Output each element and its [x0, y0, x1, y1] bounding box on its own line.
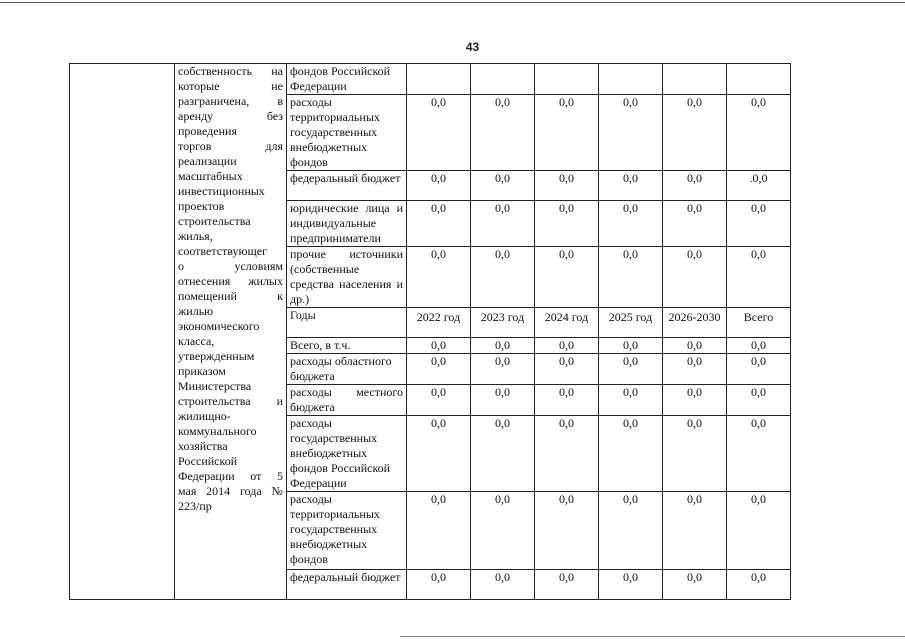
description-line: утвержденным	[178, 349, 255, 363]
value-cell: 0,0	[471, 171, 535, 201]
value-cell: 0,0	[599, 416, 663, 492]
description-cell	[175, 64, 287, 600]
description-line: масштабных	[178, 169, 243, 183]
source-cell: федеральный бюджет	[287, 570, 407, 600]
value-cell: 0,0	[535, 492, 599, 570]
value-cell: 0,0	[471, 201, 535, 247]
description-line: аренду без	[178, 109, 283, 123]
year-header-cell: 2024 год	[535, 308, 599, 338]
year-header-cell: Всего	[727, 308, 791, 338]
value-cell: 0,0	[727, 354, 791, 385]
description-line: класса,	[178, 334, 215, 348]
year-header-cell: 2026-2030	[663, 308, 727, 338]
value-cell: 0,0	[535, 416, 599, 492]
value-cell: 0,0	[727, 570, 791, 600]
description-line: разграничена, в	[178, 94, 283, 108]
description-line: Министерства	[178, 379, 252, 393]
value-cell: 0,0	[407, 201, 471, 247]
value-cell: 0,0	[535, 201, 599, 247]
value-cell: 0,0	[727, 492, 791, 570]
description-line: хозяйства	[178, 439, 228, 453]
value-cell: 0,0	[727, 95, 791, 171]
value-cell: 0,0	[663, 570, 727, 600]
value-cell: 0,0	[471, 354, 535, 385]
financing-table	[69, 63, 791, 600]
value-cell: 0,0	[407, 171, 471, 201]
value-cell: 0,0	[727, 338, 791, 354]
value-cell: 0,0	[727, 201, 791, 247]
source-cell: расходы территориальных государственных внебюджетных фондов	[287, 95, 407, 171]
description-line: коммунального	[178, 424, 257, 438]
value-cell: 0,0	[535, 338, 599, 354]
value-cell: 0,0	[663, 492, 727, 570]
year-header-cell: 2023 год	[471, 308, 535, 338]
description-line: торгов для	[178, 139, 283, 153]
table-row	[70, 64, 791, 95]
value-cell: 0,0	[407, 95, 471, 171]
value-cell: 0,0	[407, 338, 471, 354]
description-line: реализации	[178, 154, 237, 168]
value-cell: 0,0	[663, 385, 727, 416]
value-cell: 0,0	[535, 385, 599, 416]
value-cell	[663, 64, 727, 95]
value-cell: 0,0	[535, 354, 599, 385]
value-cell: 0,0	[535, 171, 599, 201]
description-line: жилью	[178, 304, 214, 318]
description-line: жилищно-	[178, 409, 231, 423]
value-cell: 0,0	[407, 570, 471, 600]
description-line: экономического	[178, 319, 260, 333]
value-cell	[727, 64, 791, 95]
value-cell: 0,0	[599, 570, 663, 600]
description-line: инвестиционных	[178, 184, 265, 198]
description-line: 223/пр	[178, 499, 212, 513]
value-cell: 0,0	[407, 492, 471, 570]
description-line: помещений к	[178, 289, 283, 303]
source-cell: федеральный бюджет	[287, 171, 407, 201]
description-line: строительства	[178, 214, 251, 228]
value-cell: 0,0	[727, 247, 791, 308]
description-line: приказом	[178, 364, 226, 378]
value-cell: 0,0	[663, 354, 727, 385]
description-line: жилья,	[178, 229, 213, 243]
value-cell: 0,0	[663, 171, 727, 201]
top-rule	[0, 2, 905, 3]
page-number: 43	[465, 40, 480, 54]
value-cell: 0,0	[407, 416, 471, 492]
value-cell: 0,0	[663, 95, 727, 171]
value-cell: 0,0	[599, 247, 663, 308]
value-cell: 0,0	[599, 385, 663, 416]
description-line: Федерации от 5	[178, 469, 283, 483]
source-cell: расходы областного бюджета	[287, 354, 407, 385]
description-line: строительства и	[178, 394, 283, 408]
value-cell: 0,0	[471, 385, 535, 416]
year-header-cell: 2022 год	[407, 308, 471, 338]
value-cell: 0,0	[599, 338, 663, 354]
value-cell: 0,0	[663, 416, 727, 492]
source-cell: фондов Российской Федерации	[287, 64, 407, 95]
value-cell: 0,0	[663, 201, 727, 247]
value-cell: 0,0	[535, 95, 599, 171]
value-cell: 0,0	[471, 416, 535, 492]
description-line: отнесения жилых	[178, 274, 283, 288]
description-line: проектов	[178, 199, 225, 213]
value-cell: 0,0	[599, 354, 663, 385]
value-cell: .0,0	[727, 171, 791, 201]
year-header-cell: 2025 год	[599, 308, 663, 338]
empty-column-cell	[70, 64, 175, 600]
value-cell	[599, 64, 663, 95]
value-cell: 0,0	[727, 416, 791, 492]
source-cell: юридические лица и индивидуальные предприниматели	[287, 201, 407, 247]
value-cell: 0,0	[407, 247, 471, 308]
value-cell: 0,0	[599, 201, 663, 247]
description-line: Российской	[178, 454, 238, 468]
source-cell: расходы территориальных государственных внебюджетных фондов	[287, 492, 407, 570]
bottom-rule	[400, 636, 905, 637]
source-cell: Годы	[287, 308, 407, 338]
description-line: о условиям	[178, 259, 283, 273]
value-cell: 0,0	[599, 171, 663, 201]
description-line: соответствующег	[178, 244, 268, 258]
value-cell: 0,0	[471, 338, 535, 354]
value-cell: 0,0	[471, 570, 535, 600]
value-cell: 0,0	[727, 385, 791, 416]
value-cell	[407, 64, 471, 95]
value-cell: 0,0	[407, 385, 471, 416]
value-cell: 0,0	[407, 354, 471, 385]
value-cell: 0,0	[599, 492, 663, 570]
description-line: которые не	[178, 79, 283, 93]
value-cell: 0,0	[535, 570, 599, 600]
value-cell: 0,0	[663, 247, 727, 308]
value-cell	[471, 64, 535, 95]
value-cell	[535, 64, 599, 95]
source-cell: расходы государственных внебюджетных фондов Российской Федерации	[287, 416, 407, 492]
description-line: проведения	[178, 124, 237, 138]
value-cell: 0,0	[535, 247, 599, 308]
value-cell: 0,0	[471, 492, 535, 570]
value-cell: 0,0	[663, 338, 727, 354]
description-line: собственность на	[178, 64, 283, 78]
value-cell: 0,0	[471, 95, 535, 171]
value-cell: 0,0	[471, 247, 535, 308]
description-line: мая 2014 года №	[178, 484, 283, 498]
source-cell: расходы местного бюджета	[287, 385, 407, 416]
source-cell: прочие источники (собственные средства населения и др.)	[287, 247, 407, 308]
source-cell: Всего, в т.ч.	[287, 338, 407, 354]
value-cell: 0,0	[599, 95, 663, 171]
